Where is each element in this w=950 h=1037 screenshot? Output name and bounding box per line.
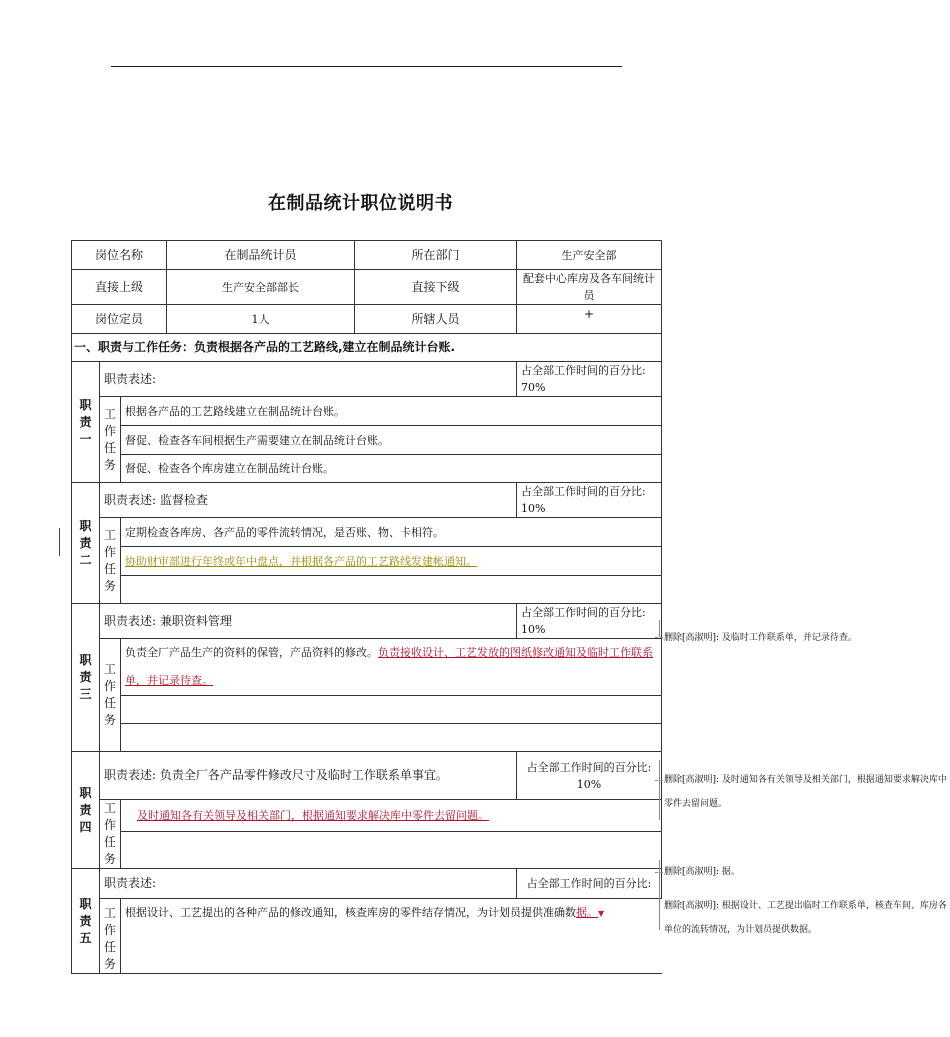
document-title: 在制品统计职位说明书	[268, 193, 453, 214]
department-value: 生产安全部	[517, 241, 662, 270]
duty-5-label: 职责五	[72, 869, 100, 974]
position-name-label: 岗位名称	[72, 241, 167, 270]
header-rule	[111, 66, 622, 67]
comment-connector	[659, 860, 660, 930]
comment-connector	[659, 760, 660, 820]
duty-1-task-label: 工作任务	[100, 397, 121, 483]
duty-4-task-2	[121, 832, 662, 869]
duty-1-label: 职责一	[72, 362, 100, 483]
duty-2-task-3	[121, 576, 662, 604]
duty-5-statement: 职责表述:	[100, 869, 517, 899]
duty-2-task-1: 定期检查各库房、各产品的零件流转情况，是否账、物、卡相符。	[121, 518, 662, 547]
duty-4-statement: 职责表述: 负责全厂各产品零件修改尺寸及临时工作联系单事宜。	[100, 752, 517, 800]
duty-3-task-1: 负责全厂产品生产的资料的保管，产品资料的修改。负责接收设计、工艺发放的图纸修改通知及临时工作联系单，并记录待查。	[121, 639, 662, 696]
duty-4-task-1: 及时通知各有关领导及相关部门，根据通知要求解决库中零件去留问题。	[121, 800, 662, 832]
duty-4-percent: 占全部工作时间的百分比: 10%	[517, 752, 662, 800]
comment-connector	[659, 620, 660, 637]
subordinate-value: 配套中心库房及各车间统计员	[517, 270, 662, 305]
duty-2-task-2: 协助财审部进行年终或年中盘点，并根据各产品的工艺路线发建帐通知。	[121, 547, 662, 576]
duty-5-task-1: 根据设计、工艺提出的各种产品的修改通知，核查库房的零件结存情况，为计划员提供准确数据。▼	[121, 899, 662, 974]
duty-3-label: 职责三	[72, 604, 100, 752]
duty-3-percent: 占全部工作时间的百分比: 10%	[517, 604, 662, 639]
department-label: 所在部门	[355, 241, 517, 270]
superior-label: 直接上级	[72, 270, 167, 305]
duty-1-task-3: 督促、检查各个库房建立在制品统计台账。	[121, 455, 662, 483]
duty-3-task-empty-2	[121, 724, 662, 752]
duty-3-task-1-insertion: 负责接收设计、工艺发放的图纸修改通知及临时工作联系单，并记录待查。	[125, 646, 653, 687]
duty-1-task-1: 根据各产品的工艺路线建立在制品统计台账。	[121, 397, 662, 426]
managed-value	[517, 305, 662, 334]
duty-5-task-label: 工作任务	[100, 899, 121, 974]
duty-3-statement: 职责表述: 兼职资料管理	[100, 604, 517, 639]
section-title: 一、职责与工作任务：负责根据各产品的工艺路线,建立在制品统计台账.	[72, 334, 662, 362]
job-description-table	[71, 240, 662, 974]
headcount-value: 1人	[167, 305, 355, 334]
duty-1-task-2: 督促、检查各车间根据生产需要建立在制品统计台账。	[121, 426, 662, 455]
change-bar	[59, 528, 60, 556]
comment-1[interactable]: 删除[高淑明]: 及临时工作联系单，并记录待查。	[664, 633, 857, 643]
duty-2-label: 职责二	[72, 483, 100, 604]
position-name-value: 在制品统计员	[167, 241, 355, 270]
headcount-label: 岗位定员	[72, 305, 167, 334]
duty-5-percent: 占全部工作时间的百分比:	[517, 869, 662, 899]
duty-2-statement: 职责表述: 监督检查	[100, 483, 517, 518]
comment-2[interactable]: 删除[高淑明]: 及时通知各有关领导及相关部门，根据通知要求解决库中零件去留问题。	[664, 775, 947, 809]
duty-2-task-label: 工作任务	[100, 518, 121, 604]
comment-4[interactable]: 删除[高淑明]: 根据设计、工艺提出临时工作联系单，核查车间、库房各单位的流转情况，为计划员提供数据。	[664, 901, 947, 935]
managed-plus: +	[584, 306, 595, 321]
comment-3[interactable]: 删除[高淑明]: 据。	[664, 867, 740, 877]
duty-3-task-empty-1	[121, 696, 662, 724]
subordinate-label: 直接下级	[355, 270, 517, 305]
duty-5-task-1-insertion: 据。	[576, 906, 598, 919]
managed-label: 所辖人员	[355, 305, 517, 334]
duty-4-task-label: 工作任务	[100, 800, 121, 869]
duty-1-statement: 职责表述:	[100, 362, 517, 397]
duty-2-percent: 占全部工作时间的百分比: 10%	[517, 483, 662, 518]
duty-4-label: 职责四	[72, 752, 100, 869]
duty-1-percent: 占全部工作时间的百分比: 70%	[517, 362, 662, 397]
comment-connector	[655, 637, 663, 638]
duty-3-task-label: 工作任务	[100, 639, 121, 752]
superior-value: 生产安全部部长	[167, 270, 355, 305]
